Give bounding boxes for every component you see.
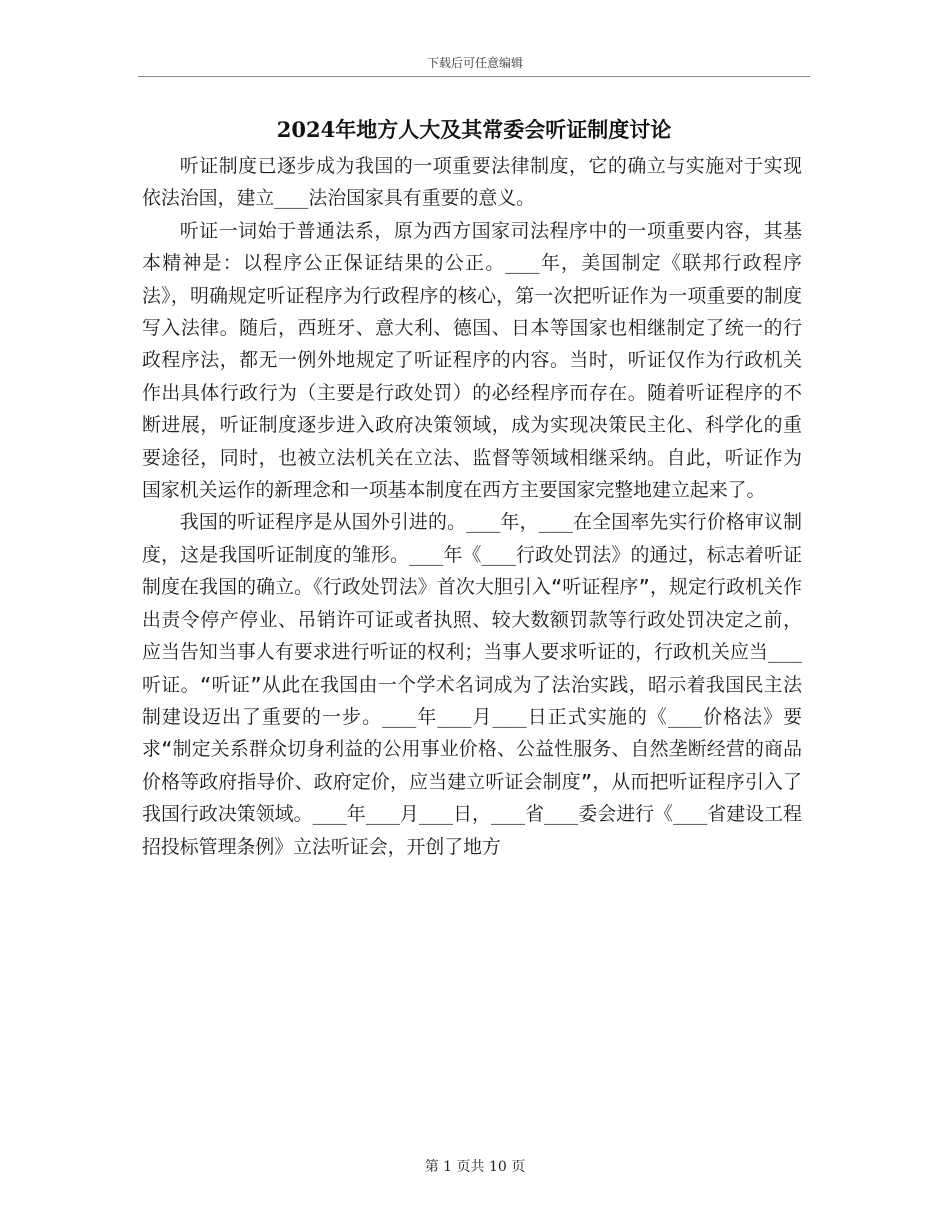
paragraph-1: 听证制度已逐步成为我国的一项重要法律制度，它的确立与实施对于实现依法治国，建立___法治国家具有重要的意义。 — [142, 155, 802, 210]
document-body — [142, 150, 802, 863]
paragraph-2: 听证一词始于普通法系，原为西方国家司法程序中的一项重要内容，其基本精神是：以程序公正保证结果的公正。___年，美国制定《联邦行政程序法》，明确规定听证程序为行政程序的核心，第一次把听证作为一项重要的制度写入法律。随后，西班牙、意大利、德国、日本等国家也相继制定了统一的行政程序法，都无一例外地规定了听证程序的内容。当时，听证仅作为行政机关作出具体行政行为（主要是行政处罚）的必经程序而存在。随着听证程序的不断进展，听证制度逐步进入政府决策领域，成为实现决策民主化、科学化的重要途径，同时，也被立法机关在立法、监督等领域相继采纳。自此，听证作为国家机关运作的新理念和一项基本制度在西方主要国家完整地建立起来了。 — [142, 219, 802, 502]
page-number-footer: 第 1 页共 10 页 — [424, 1159, 526, 1175]
header-divider — [138, 76, 810, 77]
document-title: 2024年地方人大及其常委会听证制度讨论 — [276, 117, 672, 142]
paragraph-3: 我国的听证程序是从国外引进的。___年，___在全国率先实行价格审议制度，这是我国听证制度的雏形。___年《___行政处罚法》的通过，标志着听证制度在我国的确立。《行政处罚法》首次大胆引入“听证程序”，规定行政机关作出责令停产停业、吊销许可证或者执照、较大数额罚款等行政处罚决定之前，应当告知当事人有要求进行听证的权利；当事人要求听证的，行政机关应当___听证。“听证”从此在我国由一个学术名词成为了法治实践，昭示着我国民主法制建设迈出了重要的一步。___年___月___日正式实施的《___价格法》要求“制定关系群众切身利益的公用事业价格、公益性服务、自然垄断经营的商品价格等政府指导价、政府定价，应当建立听证会制度”，从而把听证程序引入了我国行政决策领域。___年___月___日，___省___委会进行《___省建设工程招投标管理条例》立法听证会，开创了地方 — [142, 511, 802, 858]
header-note: 下载后可任意编辑 — [426, 56, 523, 70]
